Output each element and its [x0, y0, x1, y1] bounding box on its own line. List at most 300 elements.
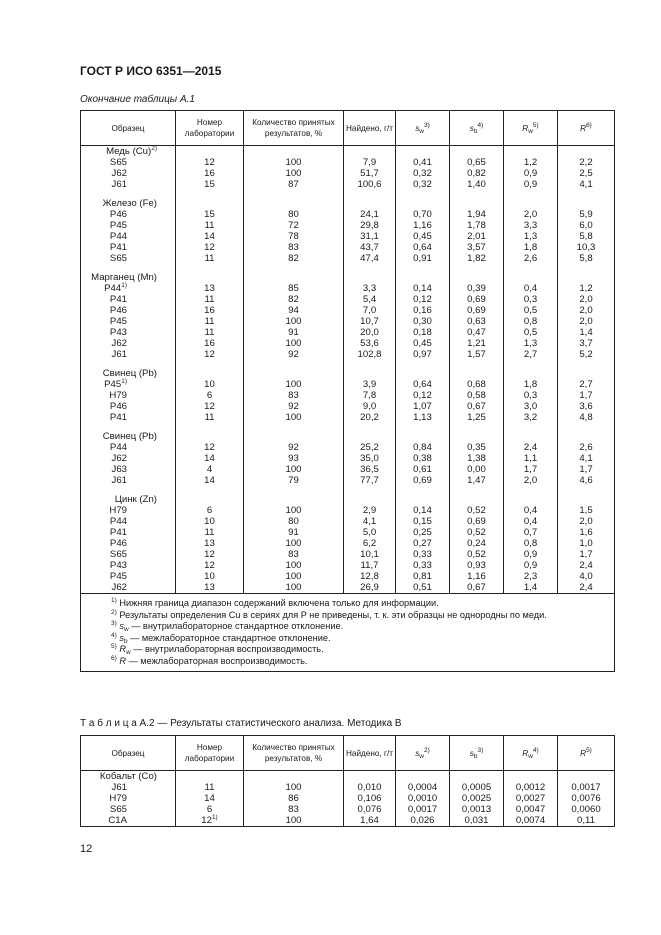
table-row [81, 168, 615, 179]
sb-value: 3,57 [450, 242, 504, 253]
accepted-percent: 72 [244, 220, 344, 231]
sw-value: 0,91 [396, 253, 450, 264]
sb-value: 1,40 [450, 179, 504, 190]
sb-value: 0,69 [450, 305, 504, 316]
rw-value: 0,3 [504, 390, 558, 401]
r-value: 1,6 [558, 527, 615, 538]
header-sb: $s_b^{4)}$ [450, 111, 504, 146]
sb-value: 0,63 [450, 316, 504, 327]
table-a2 [80, 735, 615, 827]
sw-value: 0,32 [396, 168, 450, 179]
sb-value: 0,0013 [450, 804, 504, 815]
header-lab-number: Номер лаборатории [176, 111, 244, 146]
r-value: 1,5 [558, 505, 615, 516]
sb-value: 1,38 [450, 453, 504, 464]
table1-body [81, 146, 615, 594]
sb-value: 1,78 [450, 220, 504, 231]
lab-count: 11 [176, 220, 244, 231]
rw-value: 2,0 [504, 475, 558, 486]
header-sample: Образец [81, 736, 176, 771]
sb-value: 2,01 [450, 231, 504, 242]
group-spacer [81, 486, 615, 494]
lab-count: 15 [176, 179, 244, 190]
accepted-percent: 85 [244, 283, 344, 294]
footnote-1: $^{1)}$ Нижняя граница диапазон содержаний включена только для информации. [111, 597, 439, 608]
accepted-percent: 100 [244, 538, 344, 549]
sample-code: P46 [81, 305, 176, 316]
group-spacer [81, 360, 615, 368]
header-sw: $s_w^{2)}$ [396, 736, 450, 771]
element-name: Железо (Fe) [81, 198, 176, 209]
found-value: 4,1 [344, 516, 396, 527]
table-row [81, 220, 615, 231]
r-value: 2,7 [558, 379, 615, 390]
element-name: Свинец (Pb) [81, 431, 176, 442]
header-rw: $R_w^{5)}$ [504, 111, 558, 146]
table-row [81, 231, 615, 242]
r-value: 2,0 [558, 516, 615, 527]
element-name: Марганец (Mn) [81, 272, 176, 283]
sb-value: 0,39 [450, 283, 504, 294]
sample-code: P41 [81, 242, 176, 253]
r-value: 5,2 [558, 349, 615, 360]
accepted-percent: 92 [244, 349, 344, 360]
r-value: 0,0017 [558, 782, 615, 793]
r-value: 4,8 [558, 412, 615, 423]
rw-value: 0,8 [504, 538, 558, 549]
sample-code: J62 [81, 168, 176, 179]
accepted-percent: 100 [244, 338, 344, 349]
table2-caption: Т а б л и ц а А.2 — Результаты статистического анализа. Методика В [80, 718, 402, 729]
table-row [81, 179, 615, 190]
table-row [81, 379, 615, 390]
lab-count: 11 [176, 782, 244, 793]
sb-value: 1,82 [450, 253, 504, 264]
sw-value: 0,33 [396, 560, 450, 571]
footnote-6: $^{6)}$ R — межлабораторная воспроизводимость. [111, 654, 308, 666]
lab-count: 12 [176, 401, 244, 412]
found-value: 7,0 [344, 305, 396, 316]
sb-value: 0,67 [450, 401, 504, 412]
sw-value: 1,13 [396, 412, 450, 423]
r-value: 3,6 [558, 401, 615, 412]
sample-code: P41 [81, 294, 176, 305]
sb-value: 0,47 [450, 327, 504, 338]
sb-value: 1,94 [450, 209, 504, 220]
r-value: 2,0 [558, 294, 615, 305]
rw-value: 0,9 [504, 179, 558, 190]
sample-code: S65 [81, 253, 176, 264]
r-value: 2,5 [558, 168, 615, 179]
rw-value: 0,0074 [504, 815, 558, 827]
found-value: 7,8 [344, 390, 396, 401]
sb-value: 0,52 [450, 549, 504, 560]
table-row [81, 327, 615, 338]
header-sample: Образец [81, 111, 176, 146]
sw-value: 0,38 [396, 453, 450, 464]
r-value: 0,0060 [558, 804, 615, 815]
lab-count: 16 [176, 305, 244, 316]
r-value: 1,4 [558, 327, 615, 338]
rw-value: 0,4 [504, 283, 558, 294]
rw-value: 0,9 [504, 168, 558, 179]
r-value: 4,1 [558, 179, 615, 190]
header-lab-number: Номер лаборатории [176, 736, 244, 771]
r-value: 5,9 [558, 209, 615, 220]
rw-value: 1,3 [504, 231, 558, 242]
rw-value: 0,9 [504, 560, 558, 571]
table-row [81, 390, 615, 401]
sample-code: J62 [81, 582, 176, 594]
accepted-percent: 79 [244, 475, 344, 486]
sw-value: 0,84 [396, 442, 450, 453]
lab-count: 6 [176, 390, 244, 401]
sb-value: 0,67 [450, 582, 504, 594]
table-row [81, 442, 615, 453]
found-value: 9,0 [344, 401, 396, 412]
sb-value: 1,57 [450, 349, 504, 360]
found-value: 5,4 [344, 294, 396, 305]
footnote-4: $^{4)}$ $s_b$ — межлабораторное стандартное отклонение. [111, 631, 331, 645]
table-row [81, 209, 615, 220]
table-row [81, 793, 615, 804]
rw-value: 0,4 [504, 516, 558, 527]
accepted-percent: 91 [244, 527, 344, 538]
found-value: 10,1 [344, 549, 396, 560]
sw-value: 0,026 [396, 815, 450, 827]
accepted-percent: 82 [244, 253, 344, 264]
header-sb: $s_b^{3)}$ [450, 736, 504, 771]
found-value: 43,7 [344, 242, 396, 253]
element-name: Цинк (Zn) [81, 494, 176, 505]
sb-value: 0,68 [450, 379, 504, 390]
found-value: 29,8 [344, 220, 396, 231]
rw-value: 0,5 [504, 327, 558, 338]
sw-value: 0,45 [396, 338, 450, 349]
sw-value: 0,12 [396, 294, 450, 305]
rw-value: 0,5 [504, 305, 558, 316]
sw-value: 0,0010 [396, 793, 450, 804]
rw-value: 1,4 [504, 582, 558, 594]
accepted-percent: 92 [244, 401, 344, 412]
lab-count: 12 [176, 157, 244, 168]
sample-code: P46 [81, 538, 176, 549]
accepted-percent: 100 [244, 412, 344, 423]
sw-value: 0,14 [396, 505, 450, 516]
footnote-5: $^{5)}$ $R_w$ — внутрилабораторная воспроизводимость. [111, 643, 324, 657]
r-value: 0,11 [558, 815, 615, 827]
sb-value: 1,25 [450, 412, 504, 423]
found-value: 0,076 [344, 804, 396, 815]
header-accepted: Количество принятых результатов, % [244, 736, 344, 771]
found-value: 102,8 [344, 349, 396, 360]
sb-value: 0,65 [450, 157, 504, 168]
rw-value: 0,0047 [504, 804, 558, 815]
found-value: 47,4 [344, 253, 396, 264]
table1-header-row [81, 111, 615, 146]
table-row [81, 804, 615, 815]
rw-value: 2,3 [504, 571, 558, 582]
footnote-3: $^{3)}$ $s_w$ — внутрилабораторное стандартное отклонение. [111, 620, 344, 634]
lab-count: 10 [176, 571, 244, 582]
found-value: 53,6 [344, 338, 396, 349]
rw-value: 1,3 [504, 338, 558, 349]
page-number: 12 [80, 843, 93, 855]
accepted-percent: 100 [244, 571, 344, 582]
rw-value: 1,7 [504, 464, 558, 475]
r-value: 6,0 [558, 220, 615, 231]
rw-value: 2,0 [504, 209, 558, 220]
lab-count: 13 [176, 538, 244, 549]
sw-value: 1,16 [396, 220, 450, 231]
found-value: 10,7 [344, 316, 396, 327]
table-row [81, 505, 615, 516]
table-row [81, 453, 615, 464]
header-accepted: Количество принятых результатов, % [244, 111, 344, 146]
table-row [81, 305, 615, 316]
accepted-percent: 100 [244, 316, 344, 327]
lab-count: 6 [176, 505, 244, 516]
lab-count: 10 [176, 516, 244, 527]
accepted-percent: 93 [244, 453, 344, 464]
table2-body [81, 771, 615, 827]
lab-count: 14 [176, 453, 244, 464]
sb-value: 0,35 [450, 442, 504, 453]
rw-value: 0,8 [504, 316, 558, 327]
header-r: $R^{5)}$ [558, 736, 615, 771]
sw-value: 0,14 [396, 283, 450, 294]
accepted-percent: 80 [244, 209, 344, 220]
sw-value: 0,0004 [396, 782, 450, 793]
accepted-percent: 83 [244, 804, 344, 815]
found-value: 11,7 [344, 560, 396, 571]
sb-value: 0,00 [450, 464, 504, 475]
element-heading-row [81, 198, 615, 209]
sample-code: P45 [81, 316, 176, 327]
r-value: 4,6 [558, 475, 615, 486]
header-sw: $s_w^{3)}$ [396, 111, 450, 146]
table-a1 [80, 110, 615, 672]
table-row [81, 157, 615, 168]
accepted-percent: 100 [244, 168, 344, 179]
sample-code: P44 [81, 442, 176, 453]
lab-count: 14 [176, 793, 244, 804]
rw-value: 3,3 [504, 220, 558, 231]
r-value: 2,2 [558, 157, 615, 168]
table-row [81, 516, 615, 527]
sw-value: 1,07 [396, 401, 450, 412]
sw-value: 0,45 [396, 231, 450, 242]
sw-value: 0,12 [396, 390, 450, 401]
accepted-percent: 100 [244, 782, 344, 793]
sb-value: 0,52 [450, 505, 504, 516]
sw-value: 0,64 [396, 242, 450, 253]
table-row [81, 560, 615, 571]
rw-value: 1,2 [504, 157, 558, 168]
lab-count: 11 [176, 253, 244, 264]
sb-value: 0,0005 [450, 782, 504, 793]
sb-value: 0,93 [450, 560, 504, 571]
sample-code: P43 [81, 560, 176, 571]
accepted-percent: 100 [244, 582, 344, 594]
sb-value: 0,031 [450, 815, 504, 827]
table-row [81, 316, 615, 327]
r-value: 0,0076 [558, 793, 615, 804]
accepted-percent: 80 [244, 516, 344, 527]
found-value: 20,2 [344, 412, 396, 423]
sw-value: 0,30 [396, 316, 450, 327]
footnote-2: $^{2)}$ Результаты определения Cu в сериях для P не приведены, т. к. эти образцы не однородны по меди. [111, 608, 547, 620]
found-value: 26,9 [344, 582, 396, 594]
found-value: 0,010 [344, 782, 396, 793]
found-value: 12,8 [344, 571, 396, 582]
accepted-percent: 86 [244, 793, 344, 804]
lab-count: 16 [176, 338, 244, 349]
table-row [81, 571, 615, 582]
rw-value: 2,7 [504, 349, 558, 360]
sw-value: 0,64 [396, 379, 450, 390]
lab-count: 12 [176, 349, 244, 360]
found-value: 100,6 [344, 179, 396, 190]
r-value: 1,7 [558, 464, 615, 475]
r-value: 2,0 [558, 316, 615, 327]
sample-code: P45$^{1)}$ [81, 379, 176, 390]
document-title: ГОСТ Р ИСО 6351—2015 [80, 64, 222, 78]
accepted-percent: 91 [244, 327, 344, 338]
rw-value: 1,8 [504, 379, 558, 390]
sample-code: J61 [81, 782, 176, 793]
accepted-percent: 100 [244, 560, 344, 571]
element-name: Медь $(Cu)^{2)}$ [81, 146, 176, 158]
lab-count: 13 [176, 582, 244, 594]
sample-code: P41 [81, 412, 176, 423]
header-found: Найдено, г/т [344, 111, 396, 146]
sb-value: 0,52 [450, 527, 504, 538]
element-heading-row [81, 431, 615, 442]
sw-value: 0,41 [396, 157, 450, 168]
accepted-percent: 100 [244, 815, 344, 827]
r-value: 4,0 [558, 571, 615, 582]
table-row [81, 242, 615, 253]
table-row [81, 475, 615, 486]
sample-code: J62 [81, 338, 176, 349]
sb-value: 0,0025 [450, 793, 504, 804]
rw-value: 0,7 [504, 527, 558, 538]
accepted-percent: 100 [244, 157, 344, 168]
table-row [81, 464, 615, 475]
header-found: Найдено, г/т [344, 736, 396, 771]
table1-footnotes [81, 594, 615, 672]
accepted-percent: 94 [244, 305, 344, 316]
element-heading-row [81, 368, 615, 379]
rw-value: 1,8 [504, 242, 558, 253]
lab-count: 12 [176, 560, 244, 571]
sw-value: 0,61 [396, 464, 450, 475]
accepted-percent: 83 [244, 549, 344, 560]
table-row [81, 253, 615, 264]
found-value: 2,9 [344, 505, 396, 516]
rw-value: 0,0027 [504, 793, 558, 804]
sample-code: P46 [81, 209, 176, 220]
sample-code: H79 [81, 505, 176, 516]
sample-code: P44$^{1)}$ [81, 283, 176, 294]
sw-value: 0,33 [396, 549, 450, 560]
lab-count: 13 [176, 283, 244, 294]
header-r: $R^{6)}$ [558, 111, 615, 146]
lab-count: 11 [176, 412, 244, 423]
accepted-percent: 100 [244, 505, 344, 516]
rw-value: 0,4 [504, 505, 558, 516]
sample-code: J61 [81, 475, 176, 486]
sw-value: 0,81 [396, 571, 450, 582]
sw-value: 0,0017 [396, 804, 450, 815]
rw-value: 2,6 [504, 253, 558, 264]
accepted-percent: 83 [244, 242, 344, 253]
r-value: 3,7 [558, 338, 615, 349]
table2-header-row [81, 736, 615, 771]
sb-value: 0,82 [450, 168, 504, 179]
sample-code: H79 [81, 390, 176, 401]
r-value: 2,4 [558, 560, 615, 571]
r-value: 5,8 [558, 231, 615, 242]
element-heading-row [81, 771, 615, 783]
sb-value: 0,58 [450, 390, 504, 401]
accepted-percent: 92 [244, 442, 344, 453]
accepted-percent: 100 [244, 379, 344, 390]
rw-value: 3,0 [504, 401, 558, 412]
sample-code: P44 [81, 231, 176, 242]
lab-count: 12 [176, 549, 244, 560]
sw-value: 0,16 [396, 305, 450, 316]
r-value: 1,2 [558, 283, 615, 294]
group-spacer [81, 190, 615, 198]
sample-code: H79 [81, 793, 176, 804]
found-value: 36,5 [344, 464, 396, 475]
lab-count: 14 [176, 231, 244, 242]
rw-value: 0,3 [504, 294, 558, 305]
sw-value: 0,18 [396, 327, 450, 338]
lab-count: 11 [176, 316, 244, 327]
sample-code: C1A [81, 815, 176, 827]
sb-value: 1,16 [450, 571, 504, 582]
sw-value: 0,97 [396, 349, 450, 360]
table-row [81, 527, 615, 538]
r-value: 10,3 [558, 242, 615, 253]
sample-code: P46 [81, 401, 176, 412]
sb-value: 1,21 [450, 338, 504, 349]
table-row [81, 338, 615, 349]
table-row [81, 412, 615, 423]
sample-code: P45 [81, 220, 176, 231]
found-value: 3,9 [344, 379, 396, 390]
found-value: 51,7 [344, 168, 396, 179]
r-value: 4,1 [558, 453, 615, 464]
sw-value: 0,70 [396, 209, 450, 220]
element-name: Кобальт (Co) [81, 771, 176, 783]
accepted-percent: 100 [244, 464, 344, 475]
found-value: 7,9 [344, 157, 396, 168]
r-value: 2,4 [558, 582, 615, 594]
sw-value: 0,32 [396, 179, 450, 190]
lab-count: 11 [176, 294, 244, 305]
sample-code: P41 [81, 527, 176, 538]
sample-code: S65 [81, 804, 176, 815]
sb-value: 1,47 [450, 475, 504, 486]
element-name: Свинец (Pb) [81, 368, 176, 379]
sample-code: P44 [81, 516, 176, 527]
sample-code: J61 [81, 179, 176, 190]
sample-code: S65 [81, 549, 176, 560]
